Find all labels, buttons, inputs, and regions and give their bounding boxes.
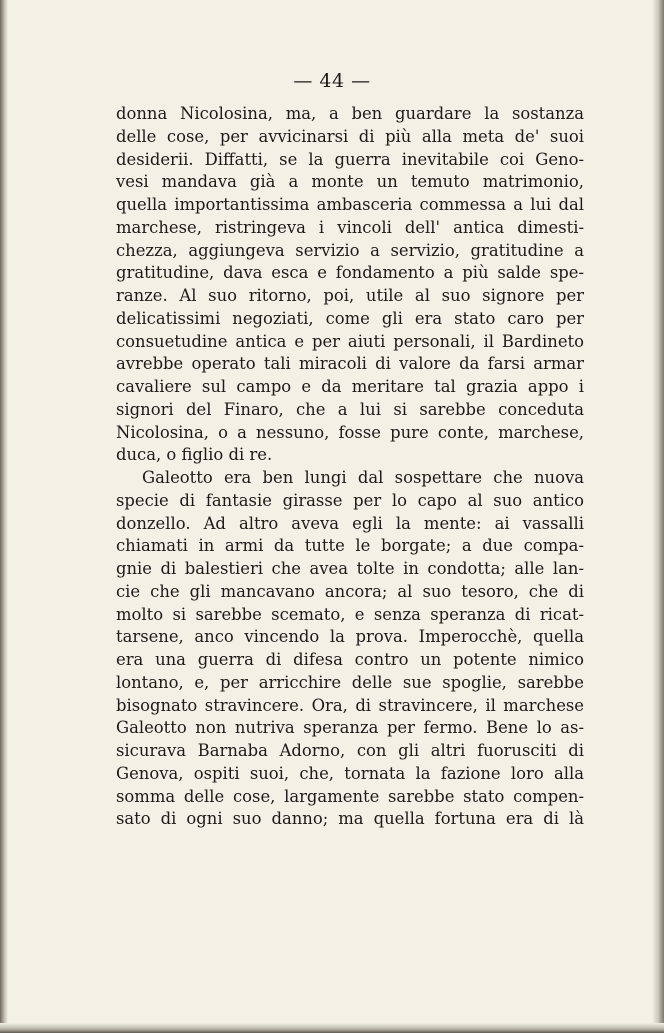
text-line: tarsene, anco vincendo la prova. Imperocchè, quella [116, 627, 584, 647]
page-left-shadow [0, 0, 8, 1033]
text-line: bisognato stravincere. Ora, di stravincere, il marchese [116, 695, 584, 715]
text-line: delle cose, per avvicinarsi di più alla meta de' suoi [116, 126, 584, 146]
text-line: sato di ogni suo danno; ma quella fortuna era di là [116, 809, 584, 829]
text-line: cavaliere sul campo e da meritare tal grazia appo i [116, 377, 584, 396]
text-line: chezza, aggiungeva servizio a servizio, gratitudine a [116, 240, 584, 260]
text-line: signori del Finaro, che a lui si sarebbe conceduta [116, 399, 584, 419]
text-line: somma delle cose, largamente sarebbe stato compen- [116, 786, 584, 806]
text-line: Galeotto era ben lungi dal sospettare che nuova [142, 468, 584, 487]
text-line: duca, o figlio di re. [116, 445, 273, 465]
text-line: chiamati in armi da tutte le borgate; a due compa- [116, 536, 584, 556]
text-line: sicurava Barnaba Adorno, con gli altri fuorusciti di [116, 741, 584, 760]
text-line: donna Nicolosina, ma, a ben guardare la sostanza [116, 104, 584, 123]
text-line: avrebbe operato tali miracoli di valore da farsi armar [116, 354, 584, 374]
text-line: specie di fantasie girasse per lo capo al suo antico [116, 490, 584, 510]
text-line: lontano, e, per arricchire delle sue spoglie, sarebbe [116, 672, 584, 692]
body-text [116, 103, 584, 831]
text-line: gratitudine, dava esca e fondamento a più salde spe- [116, 263, 584, 283]
text-line: donzello. Ad altro aveva egli la mente: ai vassalli [116, 513, 584, 533]
page-right-shadow [652, 0, 664, 1033]
text-line: gnie di balestieri che avea tolte in condotta; alle lan- [116, 559, 584, 578]
text-line: molto si sarebbe scemato, e senza speranza di ricat- [116, 604, 584, 624]
text-line: marchese, ristringeva i vincoli dell' antica dimesti- [116, 217, 584, 237]
text-line: consuetudine antica e per aiuti personali, il Bardineto [116, 331, 584, 351]
text-line: delicatissimi negoziati, come gli era stato caro per [116, 308, 584, 328]
page-bottom-shadow [0, 1023, 664, 1033]
page-number: — 44 — [293, 70, 371, 92]
text-line: Genova, ospiti suoi, che, tornata la fazione loro alla [116, 763, 584, 783]
text-line: vesi mandava già a monte un temuto matrimonio, [116, 172, 584, 192]
text-line: quella importantissima ambasceria commessa a lui dal [116, 195, 584, 214]
text-line: desiderii. Diffatti, se la guerra inevitabile coi Geno- [116, 149, 584, 169]
text-line: Nicolosina, o a nessuno, fosse pure conte, marchese, [116, 422, 584, 442]
text-line: era una guerra di difesa contro un potente nimico [116, 650, 584, 669]
text-line: ranze. Al suo ritorno, poi, utile al suo signore per [116, 286, 584, 305]
text-line: cie che gli mancavano ancora; al suo tesoro, che di [116, 581, 584, 601]
text-line: Galeotto non nutriva speranza per fermo. Bene lo as- [116, 718, 584, 738]
